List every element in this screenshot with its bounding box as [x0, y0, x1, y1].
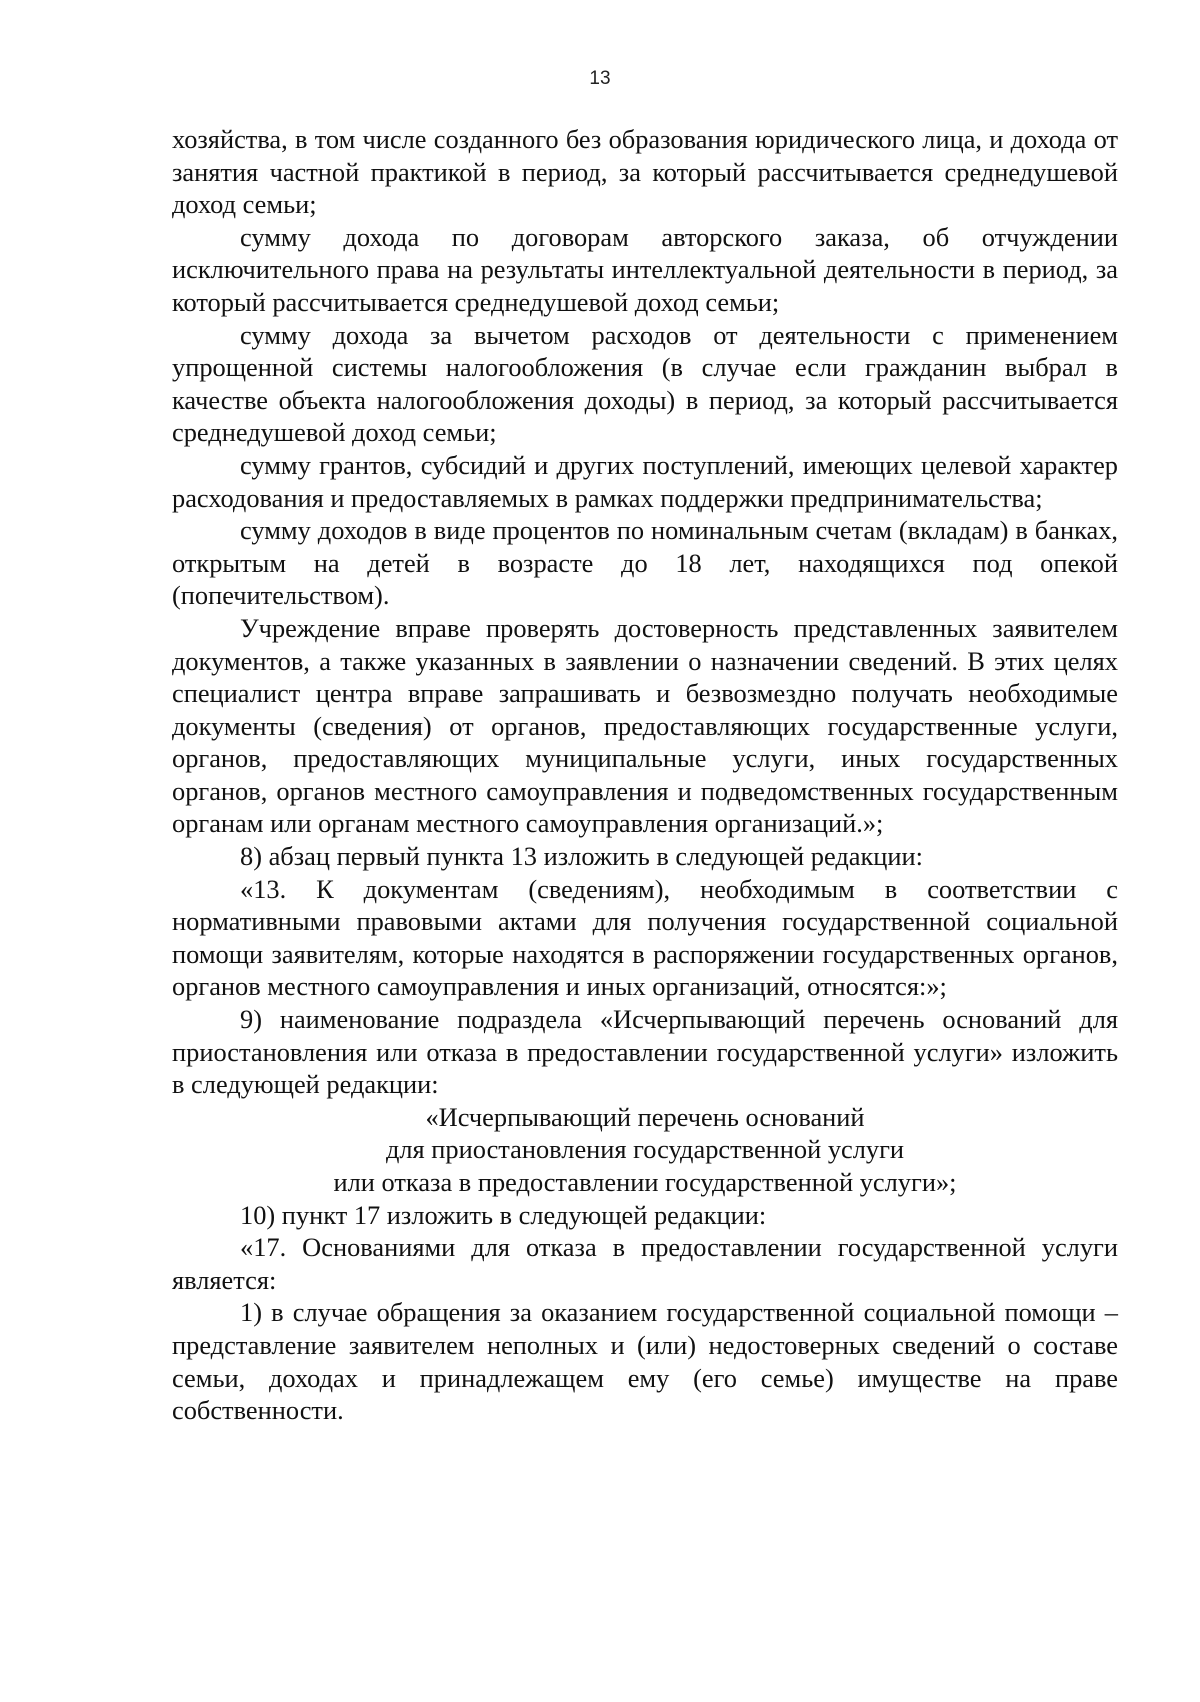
paragraph-continuation: хозяйства, в том числе созданного без образования юридического лица, и дохода от занятия частной практикой в период, за который рассчитывается среднедушевой доход семьи;: [172, 124, 1118, 220]
paragraph-institution-verification: Учреждение вправе проверять достоверность представленных заявителем документов, а также указанных в заявлении о назначении сведений. В этих целях специалист центра вправе запрашивать и безвозмездно получать необходимые документы (сведения) от органов, предоставляющих государственные услуги, органов, предоставляющих муниципальные услуги, иных государственных органов, органов местного самоуправления и подведомственных государственным органам или органам местного самоуправления организаций.»;: [172, 612, 1118, 839]
paragraph-item-9: 9) наименование подраздела «Исчерпывающий перечень оснований для приостановления или отказа в предоставлении государственной услуги» изложить в следующей редакции:: [172, 1004, 1118, 1100]
paragraph-refusal-ground-1: 1) в случае обращения за оказанием государственной социальной помощи – представление заявителем неполных и (или) недостоверных сведений о составе семьи, доходах и принадлежащем ему (его семье) имуществе на праве собственности.: [172, 1297, 1118, 1426]
subsection-heading-line-1: «Исчерпывающий перечень оснований: [425, 1101, 865, 1132]
page-number: 13: [589, 68, 611, 89]
paragraph-item-10: 10) пункт 17 изложить в следующей редакции:: [240, 1199, 767, 1230]
paragraph-grants-subsidies: сумму грантов, субсидий и других поступлений, имеющих целевой характер расходования и предоставляемых в рамках поддержки предпринимательства;: [172, 449, 1118, 513]
paragraph-item-8: 8) абзац первый пункта 13 изложить в следующей редакции:: [240, 841, 923, 872]
document-body: [172, 123, 1118, 1427]
subsection-heading-line-3: или отказа в предоставлении государственной услуги»;: [333, 1167, 957, 1197]
paragraph-clause-17: «17. Основаниями для отказа в предоставлении государственной услуги является:: [172, 1232, 1118, 1295]
paragraph-author-contract-income: сумму дохода по договорам авторского заказа, об отчуждении исключительного права на результаты интеллектуальной деятельности в период, за который рассчитывается среднедушевой доход семьи;: [172, 221, 1118, 317]
paragraph-simplified-tax-income: сумму дохода за вычетом расходов от деятельности с применением упрощенной системы налогообложения (в случае если гражданин выбрал в качестве объекта налогообложения доходы) в период, за который рассчитывается среднедушевой доход семьи;: [172, 319, 1118, 448]
subsection-heading-line-2: для приостановления государственной услуги: [385, 1134, 905, 1165]
paragraph-clause-13: «13. К документам (сведениям), необходимым в соответствии с нормативными правовыми актами для получения государственной социальной помощи заявителям, которые находятся в распоряжении государственных органов, органов местного самоуправления и иных организаций, относятся:»;: [172, 873, 1118, 1002]
paragraph-interest-income: сумму доходов в виде процентов по номинальным счетам (вкладам) в банках, открытым на детей в возрасте до 18 лет, находящихся под опекой (попечительством).: [172, 515, 1118, 611]
